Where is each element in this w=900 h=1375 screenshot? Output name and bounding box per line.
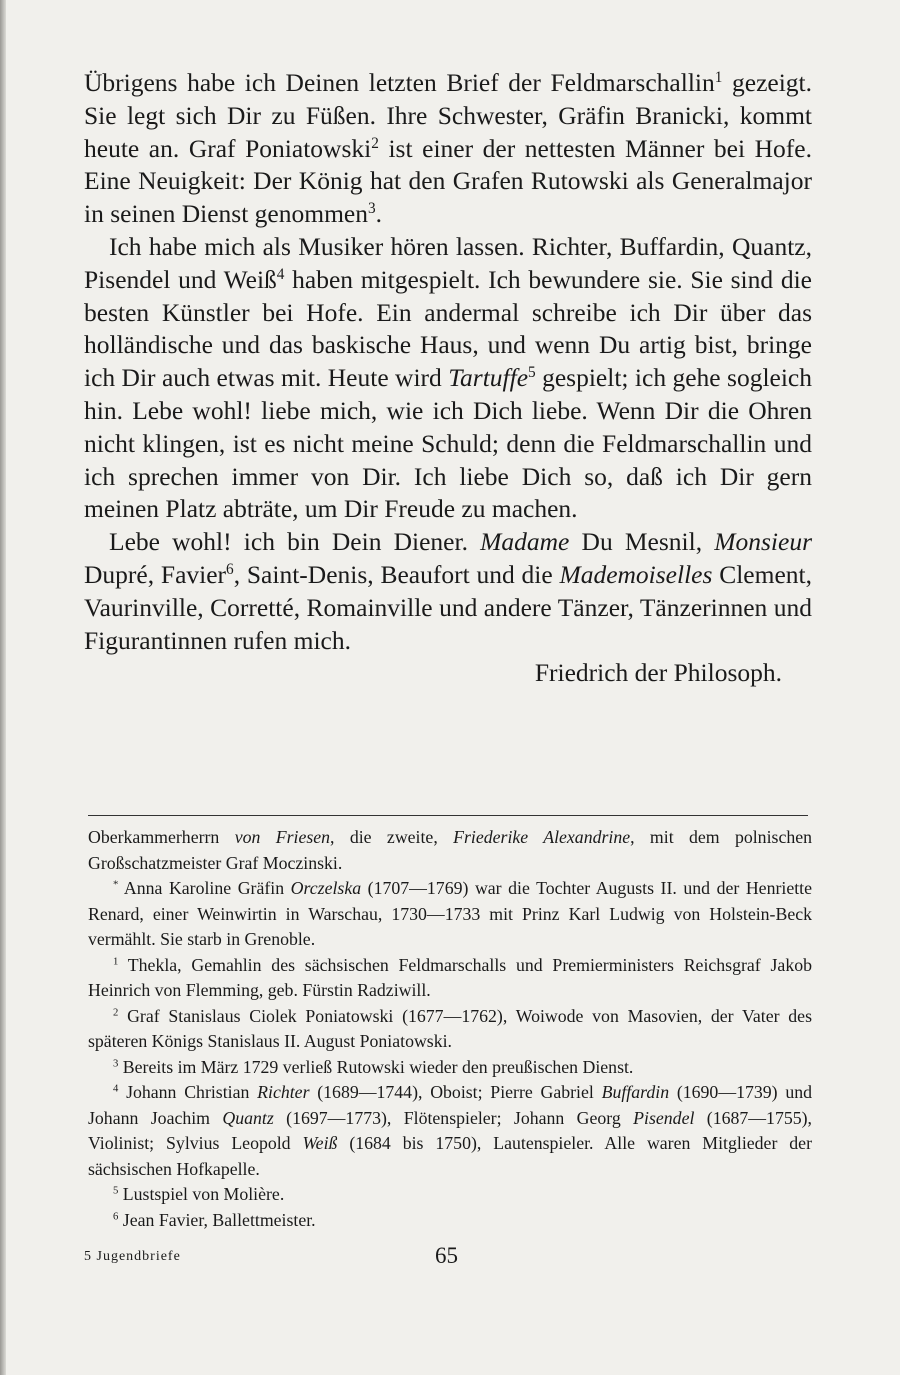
- footnote-continuation: [88, 825, 812, 876]
- footnote-mark: 1: [113, 955, 119, 968]
- text-run: .: [375, 199, 383, 229]
- italic-run: Mademoiselles: [559, 559, 713, 589]
- page-gutter-shadow: [0, 0, 6, 1375]
- italic-run: von Friesen: [234, 827, 331, 847]
- footnote-ref: 2: [371, 134, 379, 152]
- text-run: Thekla, Gemahlin des sächsischen Feldmarschalls und Premierministers Reichsgraf Jakob Heinrich von Flemming, geb. Fürstin Radziwill.: [88, 954, 812, 1000]
- text-run: (1689—1744), Oboist; Pierre Gabriel: [309, 1082, 602, 1102]
- text-run: gespielt; ich gehe sogleich hin. Lebe wohl! liebe mich, wie ich Dich liebe. Wenn Dir die Ohren nicht klingen, ist es nicht meine Schuld; denn die Feldmarschallin und ich sprechen immer von Dir. Ich liebe Dich so, daß ich Dir gern meinen Platz abträte, um Dir Freude zu machen.: [84, 363, 812, 524]
- footnote-2: [88, 1004, 812, 1055]
- text-run: Lebe wohl! ich bin Dein Diener.: [109, 527, 481, 557]
- text-run: Jean Favier, Ballettmeister.: [118, 1209, 316, 1230]
- text-run: Du Mesnil,: [569, 527, 715, 557]
- footnote-mark: *: [113, 878, 119, 891]
- text-run: Graf Stanislaus Ciolek Poniatowski (1677—1762), Woiwode von Masovien, der Vater des späteren Königs Stanislaus II. August Poniatowski.: [88, 1005, 812, 1051]
- text-run: haben mitgespielt. Ich bewundere sie. Sie sind die besten Künstler bei Hofe. Ein andermal schreibe ich Dir über das holländische und das baskische Haus, und wenn Du artig bist, bringe ich Dir auch etwas mit. Heute wird: [84, 264, 812, 393]
- text-run: Johann Christian: [118, 1082, 258, 1102]
- text-run: , mit dem polnischen Großschatzmeister Graf Moczinski.: [88, 827, 813, 873]
- italic-run: Weiß: [302, 1133, 338, 1153]
- letter-body: [84, 67, 812, 690]
- italic-run: Monsieur: [714, 527, 813, 557]
- text-run: (1707—1769) war die Tochter Augusts II. und der Henriette Renard, einer Weinwirtin in Warschau, 1730—1733 mit Prinz Karl Ludwig von Holstein-Beck vermählt. Sie starb in Grenoble.: [88, 878, 812, 949]
- text-run: Clement, Vaurinville, Corretté, Romainville und andere Tänzer, Tänzerinnen und Figurantinnen rufen mich.: [84, 559, 812, 655]
- italic-run: Richter: [257, 1082, 310, 1102]
- text-run: ist einer der nettesten Männer bei Hofe. Eine Neuigkeit: Der König hat den Grafen Rutowski als Generalmajor in seinen Dienst genommen: [84, 133, 812, 229]
- text-run: Anna Karoline Gräfin: [118, 878, 291, 898]
- footnote-mark: 2: [113, 1006, 119, 1019]
- footnote-6: [88, 1208, 812, 1234]
- text-run: Bereits im März 1729 verließ Rutowski wieder den preußischen Dienst.: [118, 1056, 634, 1077]
- footnote-star: [88, 876, 812, 953]
- italic-run: Buffardin: [601, 1082, 670, 1102]
- text-run: (1697—1773), Flötenspieler; Johann Georg: [273, 1107, 634, 1128]
- paragraph-1: [84, 67, 812, 231]
- italic-run: Orczelska: [290, 878, 362, 898]
- footnotes: [88, 825, 812, 1233]
- text-run: , die zweite,: [330, 827, 454, 847]
- footnote-mark: 3: [113, 1057, 119, 1070]
- text-run: (1687—1755), Violinist; Sylvius Leopold: [88, 1107, 812, 1153]
- footnote-4: [88, 1080, 812, 1182]
- paragraph-3: [84, 526, 812, 657]
- footnote-ref: 1: [714, 68, 723, 86]
- footnote-mark: 5: [113, 1184, 119, 1197]
- footnote-ref: 3: [368, 200, 376, 218]
- paragraph-2: [84, 231, 812, 526]
- signature-mark: 5 Jugendbriefe: [84, 1249, 181, 1264]
- footnote-ref: 5: [528, 364, 536, 381]
- footnote-ref: 4: [276, 265, 285, 283]
- page-number: 65: [435, 1243, 458, 1268]
- text-run: gezeigt. Sie legt sich Dir zu Füßen. Ihre Schwester, Gräfin Branicki, kommt heute an. Graf Poniatowski: [84, 68, 812, 163]
- italic-run: Pisendel: [633, 1107, 695, 1128]
- text-run: (1684 bis 1750), Lautenspieler. Alle waren Mitglieder der sächsischen Hofkapelle.: [88, 1133, 812, 1179]
- italic-run: Quantz: [222, 1107, 274, 1128]
- footnote-3: [88, 1055, 812, 1081]
- footnote-5: [88, 1182, 812, 1208]
- text-run: Ich habe mich als Musiker hören lassen. Richter, Buffardin, Quantz, Pisendel und Weiß: [84, 231, 812, 294]
- italic-run: Friederike Alexandrine: [453, 827, 631, 847]
- text-run: Übrigens habe ich Deinen letzten Brief der Feldmarschallin: [84, 68, 715, 97]
- text-run: Dupré, Favier: [84, 559, 227, 589]
- text-run: (1690—1739) und Johann Joachim: [88, 1082, 813, 1128]
- italic-run: Madame: [480, 527, 570, 557]
- italic-run: Tartuffe: [448, 363, 529, 393]
- text-run: Oberkammerherrn: [88, 827, 235, 847]
- text-run: , Saint-Denis, Beaufort und die: [233, 559, 560, 589]
- footnote-1: [88, 953, 812, 1004]
- footnote-mark: 4: [113, 1082, 119, 1095]
- letter-signature: Friedrich der Philosoph.: [534, 658, 782, 688]
- text-run: Lustspiel von Molière.: [118, 1184, 285, 1204]
- footnote-ref: 6: [226, 560, 234, 578]
- footnote-mark: 6: [113, 1210, 119, 1223]
- footnote-divider: [88, 815, 808, 816]
